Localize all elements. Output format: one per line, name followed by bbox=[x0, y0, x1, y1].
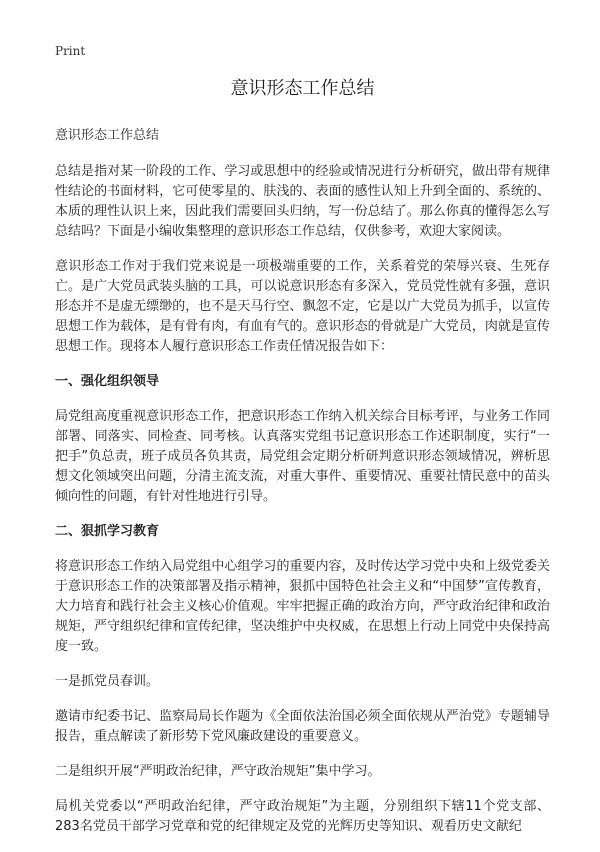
list-item-paragraph: 局机关党委以“严明政治纪律，严守政治规矩”为主题，分别组织下辖11个党支部、283名党员干部学习党章和党的纪律规定及党的光辉历史等知识、观看历史文献纪 bbox=[55, 799, 550, 834]
section-paragraph: 将意识形态工作纳入局党组中心组学习的重要内容，及时传达学习党中央和上级党委关于意识形态工作的决策部署及指示精神，狠抓中国特色社会主义和“中国梦”宣传教育，大力培育和践行社会主义核心价值观。牢牢把握正确的政治方向，严守政治纪律和政治规矩，严守组织纪律和宣传纪律，坚决维护中央权威，在思想上行动上同党中央保持高度一致。 bbox=[55, 559, 550, 654]
section-paragraph: 局党组高度重视意识形态工作，把意识形态工作纳入机关综合目标考评，与业务工作同部署、同落实、同检查、同考核。认真落实党组书记意识形态工作述职制度，实行“一把手”负总责，班子成员各负其责，局党组会定期分析研判意识形态领域情况，辨析思想文化领域突出问题，分清主流支流，对重大事件、重要情况、重要社情民意中的苗头倾向性的问题，有针对性地进行引导。 bbox=[55, 409, 550, 504]
section-heading: 二、狠抓学习教育 bbox=[55, 524, 160, 539]
print-link[interactable]: Print bbox=[55, 44, 86, 58]
overview-paragraph: 意识形态工作对于我们党来说是一项极端重要的工作，关系着党的荣辱兴衰、生死存亡。是广大党员武装头脑的工具，可以说意识形态有多深入，党员党性就有多强，意识形态并不是虚无缥缈的，也不是天马行空、飘忽不定，它是以广大党员为抓手，以宣传思想工作为载体，是有骨有肉，有血有气的。意识形态的骨就是广大党员，肉就是宣传思想工作。现将本人履行意识形态工作责任情况报告如下： bbox=[55, 259, 550, 354]
section-heading: 一、强化组织领导 bbox=[55, 374, 160, 389]
list-item-title: 一是抓党员春训。 bbox=[55, 674, 160, 689]
list-item-paragraph: 邀请市纪委书记、监察局局长作题为《全面依法治国必须全面依规从严治党》专题辅导报告，重点解读了新形势下党风廉政建设的重要意义。 bbox=[55, 709, 550, 744]
page-title: 意识形态工作总结 bbox=[230, 78, 375, 99]
intro-paragraph: 总结是指对某一阶段的工作、学习或思想中的经验或情况进行分析研究，做出带有规律性结论的书面材料，它可使零星的、肤浅的、表面的感性认知上升到全面的、系统的、本质的理性认识上来，因此我们需要回头归纳，写一份总结了。那么你真的懂得怎么写总结吗？下面是小编收集整理的意识形态工作总结，仅供参考，欢迎大家阅读。 bbox=[55, 164, 550, 239]
list-item-title: 二是组织开展“严明政治纪律，严守政治规矩”集中学习。 bbox=[55, 764, 381, 779]
document-body bbox=[55, 74, 550, 852]
document-subtitle: 意识形态工作总结 bbox=[55, 128, 160, 143]
